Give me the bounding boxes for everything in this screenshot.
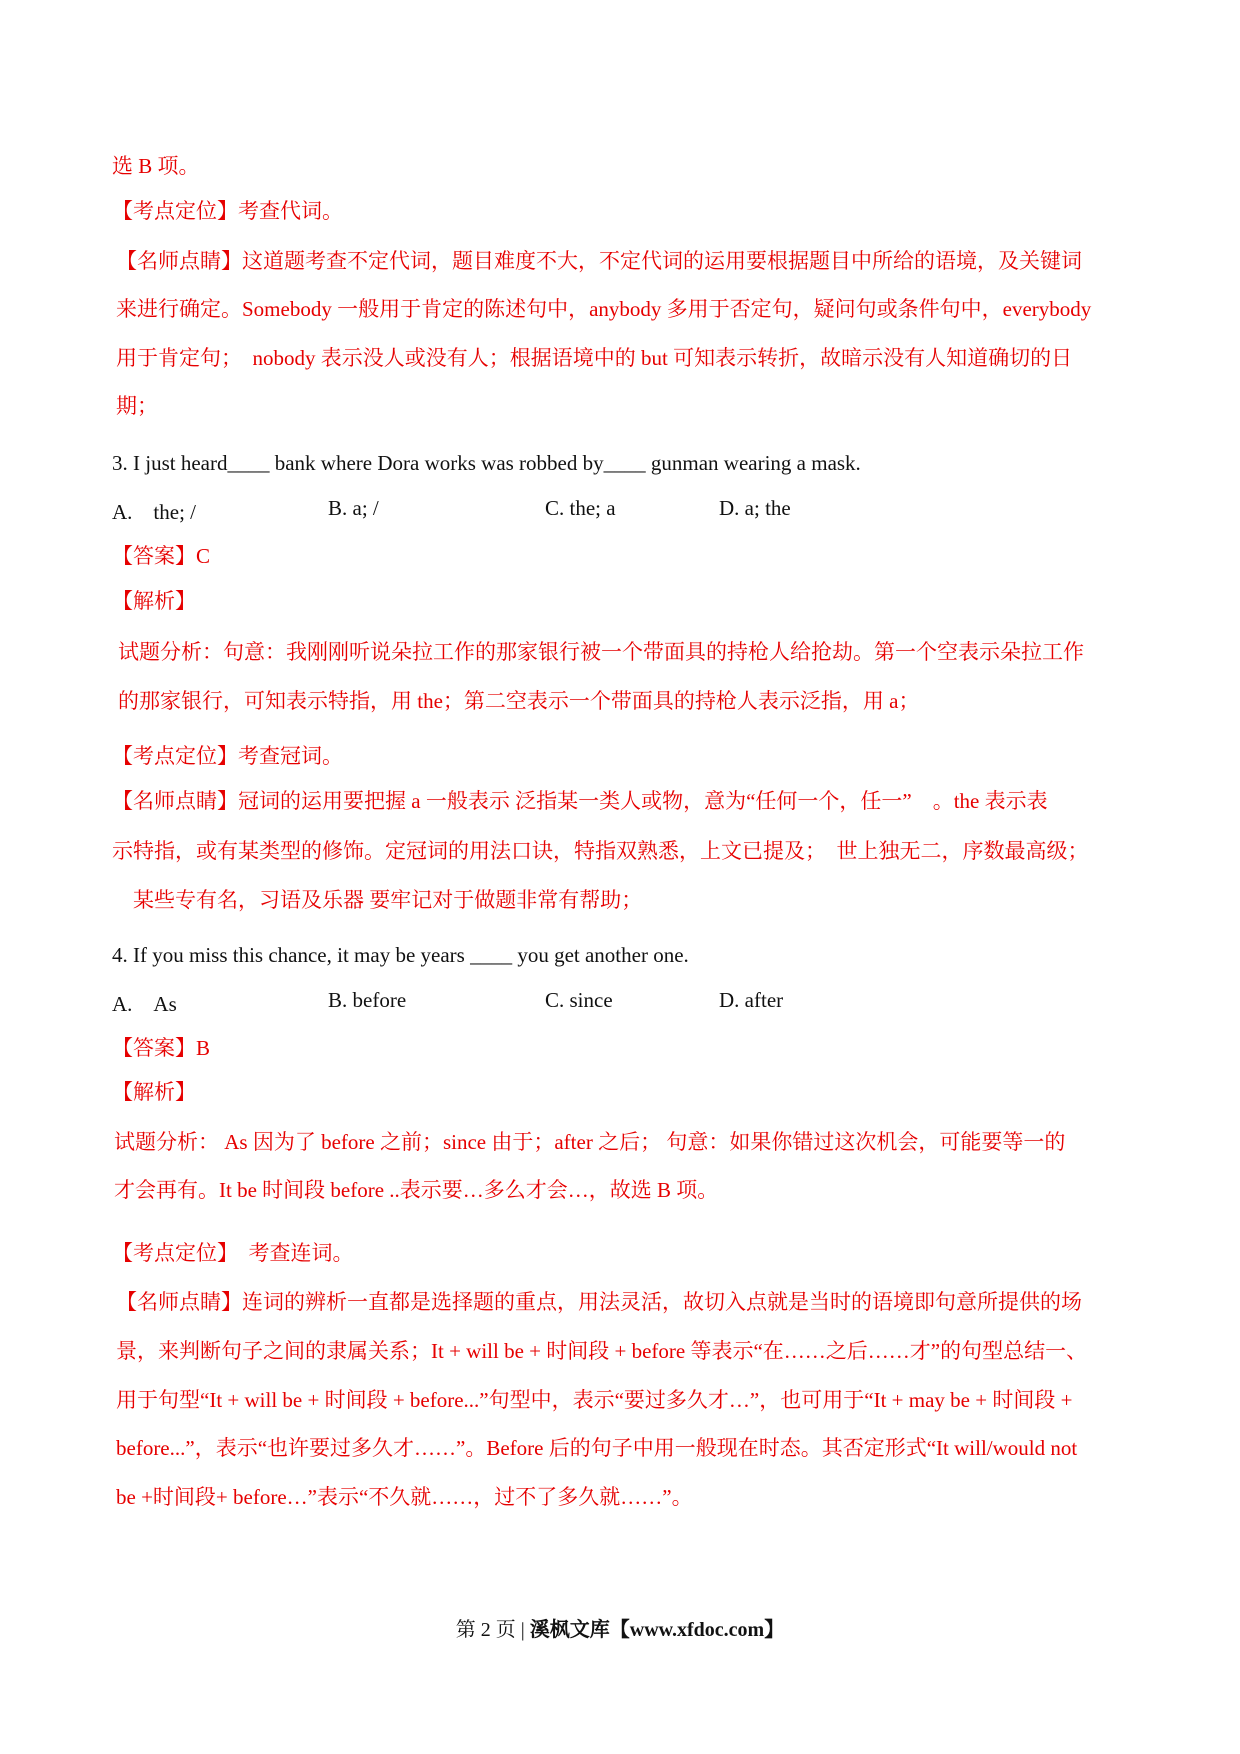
q3-analysis-line: 的那家银行，可知表示特指，用 the；第二空表示一个带面具的持枪人表示泛指，用 a； [118,689,920,713]
q4-tip-line: before...”，表示“也许要过多久才……”。Before 后的句子中用一般现在时态。其否定形式“It will/would not [116,1436,1078,1460]
point-label: 【考点定位】考查代词。 [112,199,343,223]
question-4: 4. If you miss this chance, it may be years ____ you get another one. [112,943,689,967]
q4-option-c: C. since [545,988,613,1012]
tip-line: 期； [116,394,158,418]
page-number: 第 2 页 | [455,1619,525,1641]
question-3: 3. I just heard____ bank where Dora works was robbed by____ gunman wearing a mask. [112,451,861,475]
q4-tip-line: 用于句型“It + will be + 时间段 + before...”句型中，表示“要过多久才…”，也可用于“It + may be + 时间段 + [116,1388,1073,1412]
q4-answer: 【答案】B [112,1036,211,1060]
q4-tip-line: be +时间段+ before…”表示“不久就……，过不了多久就……”。 [116,1485,693,1509]
q3-option-a: A. the; / [112,500,196,524]
q3-analysis-label: 【解析】 [112,589,196,613]
q3-option-b: B. a; / [328,496,379,520]
q3-tip-line: 【名师点睛】冠词的运用要把握 a 一般表示 泛指某一类人或物，意为“任何一个，任一” 。the 表示表 [112,789,1048,813]
q3-answer: 【答案】C [112,544,211,568]
tip-line: 来进行确定。Somebody 一般用于肯定的陈述句中，anybody 多用于否定句，疑问句或条件句中，everybody [116,297,1092,321]
q4-tip-line: 景，来判断句子之间的隶属关系；It + will be + 时间段 + before 等表示“在……之后……才”的句型总结一、 [116,1339,1088,1363]
q4-option-a: A. As [112,992,177,1016]
page-footer [0,1613,1240,1642]
q3-analysis-line: 试题分析：句意：我刚刚听说朵拉工作的那家银行被一个带面具的持枪人给抢劫。第一个空表示朵拉工作 [118,640,1084,664]
q4-point: 【考点定位】 考查连词。 [112,1241,354,1265]
q3-option-c: C. the; a [545,496,616,520]
q4-option-d: D. after [719,988,784,1012]
tip-line: 用于肯定句； nobody 表示没人或没有人；根据语境中的 but 可知表示转折，故暗示没有人知道确切的日 [116,346,1073,370]
q4-tip-line: 【名师点睛】连词的辨析一直都是选择题的重点，用法灵活，故切入点就是当时的语境即句意所提供的场 [116,1290,1082,1314]
q3-point: 【考点定位】考查冠词。 [112,744,343,768]
tip-line: 【名师点睛】这道题考查不定代词，题目难度不大，不定代词的运用要根据题目中所给的语境，及关键词 [116,249,1082,273]
q3-tip-line: 示特指，或有某类型的修饰。定冠词的用法口诀，特指双熟悉，上文已提及； 世上独无二，序数最高级； [112,839,1089,863]
q3-option-d: D. a; the [719,496,791,520]
q3-tip-line: 某些专有名，习语及乐器 要牢记对于做题非常有帮助； [112,888,643,912]
q4-option-b: B. before [328,988,407,1012]
footer-site: 溪枫文库【www.xfdoc.com】 [529,1619,785,1641]
q4-analysis-line: 才会再有。It be 时间段 before ..表示要…多么才会…，故选 B 项。 [114,1178,719,1202]
continuation-text: 选 B 项。 [112,154,200,178]
q4-analysis-label: 【解析】 [112,1080,196,1104]
q4-analysis-line: 试题分析： As 因为了 before 之前；since 由于；after 之后； 句意：如果你错过这次机会，可能要等一的 [114,1130,1066,1154]
